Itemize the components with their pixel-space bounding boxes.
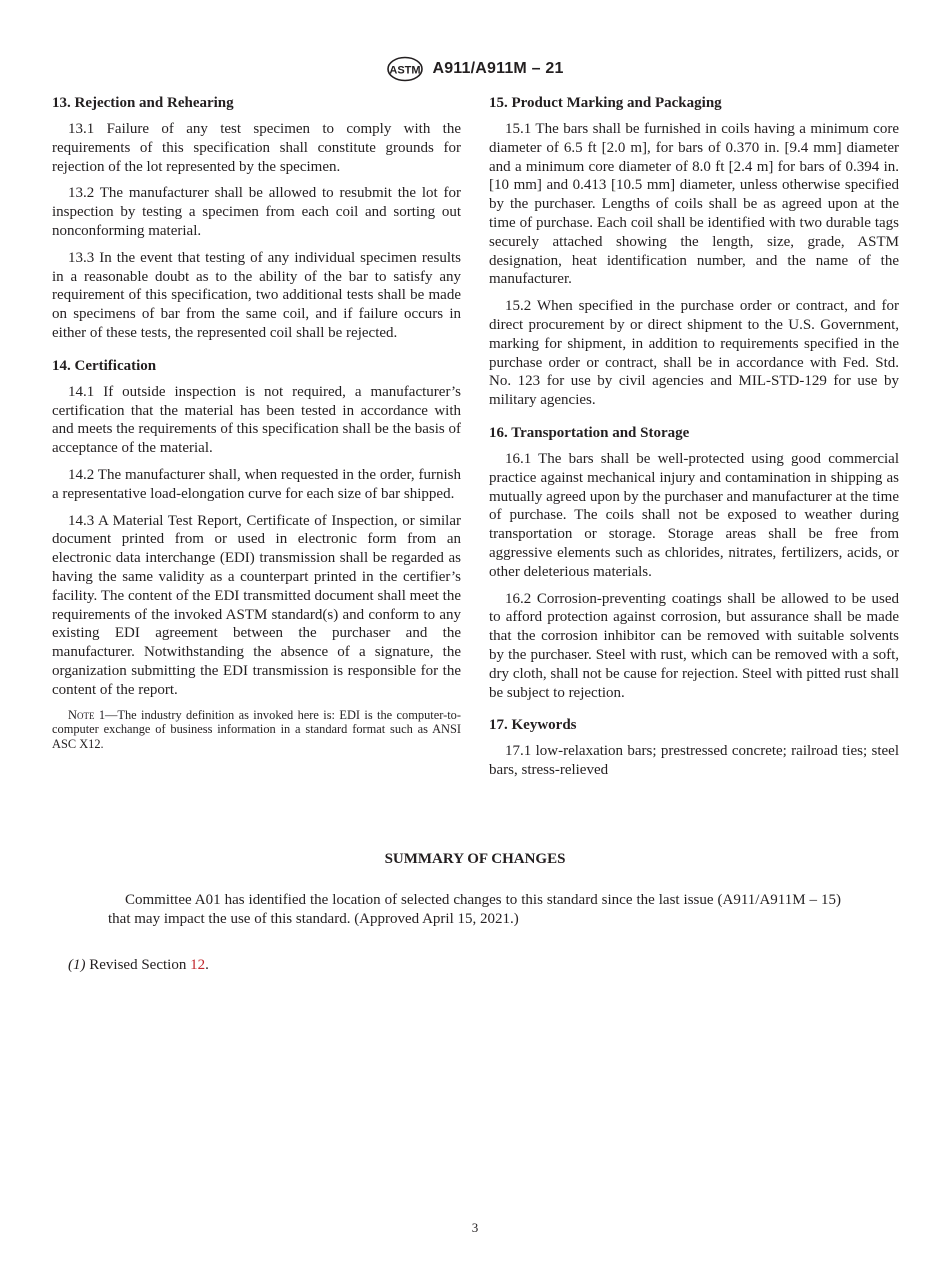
paragraph-13-2: 13.2 The manufacturer shall be allowed to resubmit the lot for inspection by testing a specimen from each coil and sorting out nonconforming material. bbox=[52, 185, 461, 239]
section-13 bbox=[52, 94, 461, 343]
right-column bbox=[489, 94, 899, 794]
paragraph-14-3: 14.3 A Material Test Report, Certificate of Inspection, or similar document printed from or used in electronic form from an electronic data interchange (EDI) transmission shall be regarded as having the same validity as a counterpart printed in the certifier’s facility. The content of the EDI transmitted document shall meet the requirements of the invoked ASTM standard(s) and conform to any existing EDI agreement between the purchaser and the manufacturer. Notwithstanding the absence of a signature, the organization submitting the EDI transmission is responsible for the content of the report. bbox=[52, 512, 461, 698]
page-header bbox=[0, 56, 950, 82]
note-1 bbox=[52, 708, 461, 752]
section-16 bbox=[489, 424, 899, 702]
document-id: A911/A911M – 21 bbox=[432, 60, 564, 77]
paragraph-13-1: 13.1 Failure of any test specimen to comply with the requirements of this specification shall constitute grounds for rejection of the lot represented by the specimen. bbox=[52, 121, 461, 175]
section-17 bbox=[489, 716, 899, 780]
change-item-text: Revised Section bbox=[85, 957, 191, 973]
change-item-end: . bbox=[205, 957, 209, 973]
paragraph-15-1: 15.1 The bars shall be furnished in coils having a minimum core diameter of 6.5 ft [2.0 m], for bars of 0.370 in. [9.4 mm] diameter and a minimum core diameter of 8.0 ft [2.4 m] for bars of 0.394 in. [10 mm] and 0.413 [10.5 mm] diameter, unless otherwise specified by the purchaser. Lengths of coils shall be as agreed upon at the time of purchase. Each coil shall be identified with two durable tags securely attached showing the length, size, grade, ASTM designation, heat identification number, and the name of the manufacturer. bbox=[489, 121, 899, 288]
section-14 bbox=[52, 357, 461, 752]
section-15 bbox=[489, 94, 899, 410]
section-17-title: 17. Keywords bbox=[489, 717, 577, 734]
summary-text: Committee A01 has identified the location of selected changes to this standard since the last issue (A911/A911M – 15) that may impact the use of this standard. (Approved April 15, 2021.) bbox=[108, 892, 841, 927]
paragraph-14-1: 14.1 If outside inspection is not required, a manufacturer’s certification that the material has been tested in accordance with and meets the requirements of this specification shall be the basis of acceptance of the material. bbox=[52, 383, 461, 457]
section-12-link[interactable]: 12 bbox=[190, 957, 206, 973]
section-14-title: 14. Certification bbox=[52, 357, 157, 374]
paragraph-17-1: 17.1 low-relaxation bars; prestressed concrete; railroad ties; steel bars, stress-relieved bbox=[489, 743, 899, 779]
paragraph-14-2: 14.2 The manufacturer shall, when requested in the order, furnish a representative load-elongation curve for each size of bar shipped. bbox=[52, 466, 461, 502]
astm-logo-icon bbox=[386, 56, 424, 82]
svg-text:ASTM: ASTM bbox=[389, 64, 422, 77]
summary-title: SUMMARY OF CHANGES bbox=[384, 851, 566, 867]
paragraph-13-3: 13.3 In the event that testing of any individual specimen results in a reasonable doubt as to the ability of the bar to satisfy any requirement of this specification, two additional tests shall be made on specimens of bar from the same coil, and if failure occurs in either of these tests, the represented coil shall be rejected. bbox=[52, 249, 461, 341]
section-15-title: 15. Product Marking and Packaging bbox=[489, 95, 722, 111]
change-item-number: (1) bbox=[68, 957, 86, 973]
section-13-title: 13. Rejection and Rehearing bbox=[52, 95, 234, 111]
paragraph-16-1: 16.1 The bars shall be well-protected using good commercial practice against mechanical injury and contamination in shipping as mutually agreed upon by the purchaser and manufacturer at the time of purchase. The coils shall not be exposed to weather during transportation or storage. Storage areas shall be free from aggressive elements such as chlorides, nitrates, fertilizers, acids, or other deleterious materials. bbox=[489, 450, 899, 580]
note-text: —The industry definition as invoked here is: EDI is the computer-to-computer exchange of business information in a standard format such as ANSI ASC X12. bbox=[52, 707, 461, 751]
page-number: 3 bbox=[471, 1220, 479, 1235]
section-16-title: 16. Transportation and Storage bbox=[489, 424, 690, 441]
change-item-1 bbox=[52, 956, 209, 975]
left-column bbox=[52, 94, 461, 765]
paragraph-15-2: 15.2 When specified in the purchase order or contract, and for direct procurement by or direct shipment to the U.S. Government, marking for shipment, in addition to requirements specified in the purchase order or contract, shall be in accordance with Fed. Std. No. 123 for use by civil agencies and MIL-STD-129 for use by military agencies. bbox=[489, 298, 899, 409]
paragraph-16-2: 16.2 Corrosion-preventing coatings shall be allowed to be used to afford protection against corrosion, but assurance shall be made that the corrosion inhibitor can be removed with suitable solvents by the purchaser. Steel with rust, which can be removed with a soft, dry cloth, shall not be cause for rejection. Steel with pitted rust shall be subject to rejection. bbox=[489, 590, 899, 701]
note-label: Note 1 bbox=[68, 707, 106, 722]
